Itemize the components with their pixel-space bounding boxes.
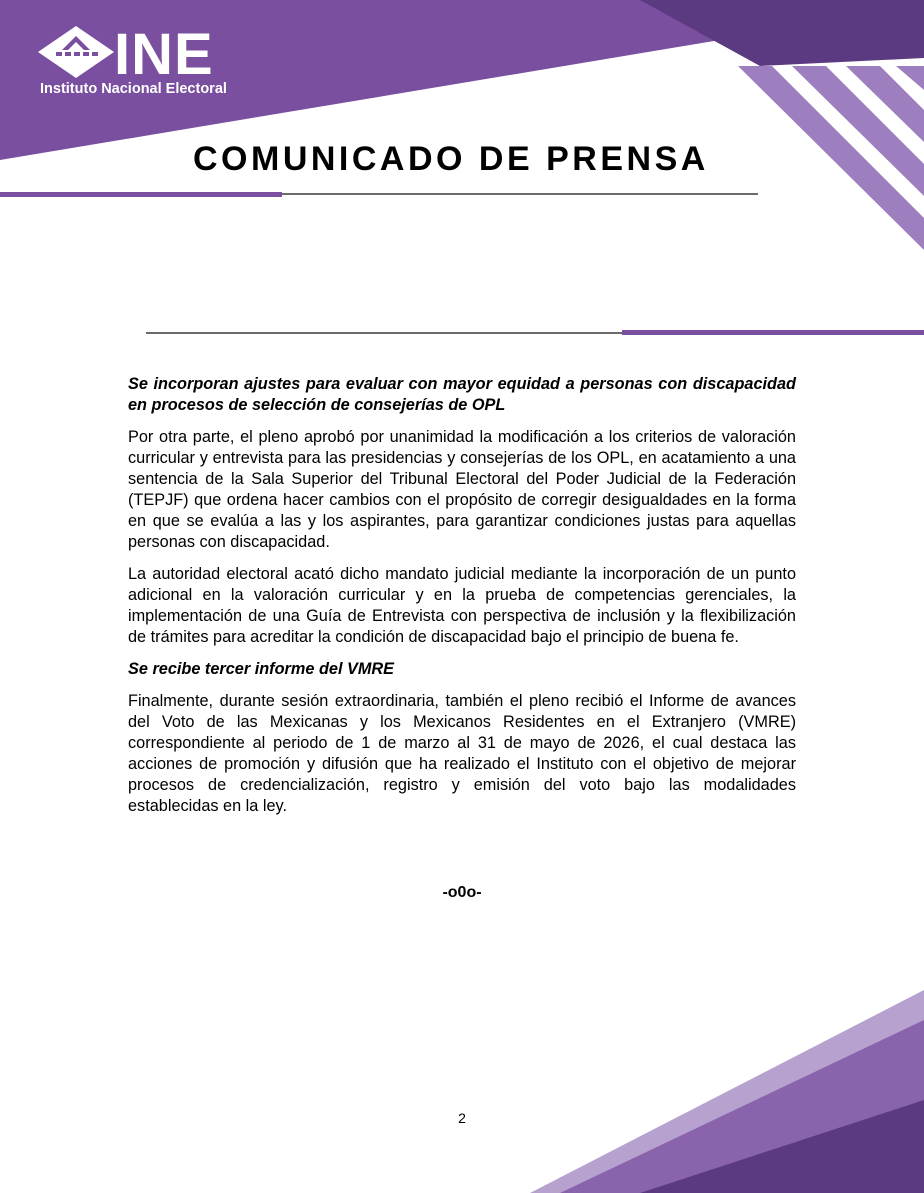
section-subtitle: Se incorporan ajustes para evaluar con mayor equidad a personas con discapacidad en procesos de selección de consejerías de OPL	[128, 375, 796, 414]
section-subtitle: Se recibe tercer informe del VMRE	[128, 660, 395, 678]
body-rule-purple	[622, 330, 924, 335]
heading-rule-gray	[282, 193, 758, 195]
page-title: COMUNICADO DE PRENSA	[193, 140, 709, 178]
ine-logo	[38, 22, 278, 104]
logo-wordmark: INE	[114, 22, 214, 87]
body-rule-gray	[146, 332, 624, 334]
press-release-body	[128, 374, 796, 828]
closing-mark: -o0o-	[442, 884, 482, 901]
logo-subtitle: Instituto Nacional Electoral	[40, 81, 227, 97]
page-number: 2	[458, 1110, 466, 1126]
body-paragraph: La autoridad electoral acató dicho mandato judicial mediante la incorporación de un punto adicional en la valoración curricular y en la prueba de competencias gerenciales, la implementación de una Guía de Entrevista con perspectiva de inclusión y la flexibilización de trámites para acreditar la condición de discapacidad bajo el principio de buena fe.	[128, 565, 796, 646]
heading-rule-purple	[0, 192, 282, 197]
ballot-box-icon	[38, 26, 114, 78]
body-paragraph: Finalmente, durante sesión extraordinaria, también el pleno recibió el Informe de avances del Voto de las Mexicanas y los Mexicanos Residentes en el Extranjero (VMRE) correspondiente al periodo de 1 de marzo al 31 de mayo de 2026, el cual destaca las acciones de promoción y difusión que ha realizado el Instituto con el objetivo de mejorar procesos de credencialización, registro y emisión del voto bajo las modalidades establecidas en la ley.	[128, 692, 796, 815]
body-paragraph: Por otra parte, el pleno aprobó por unanimidad la modificación a los criterios de valoración curricular y entrevista para las presidencias y consejerías de los OPL, en acatamiento a una sentencia de la Sala Superior del Tribunal Electoral del Poder Judicial de la Federación (TEPJF) que ordena hacer cambios con el propósito de corregir desigualdades en la forma en que se evalúa a las y los aspirantes, para garantizar condiciones justas para aquellas personas con discapacidad.	[128, 428, 796, 551]
